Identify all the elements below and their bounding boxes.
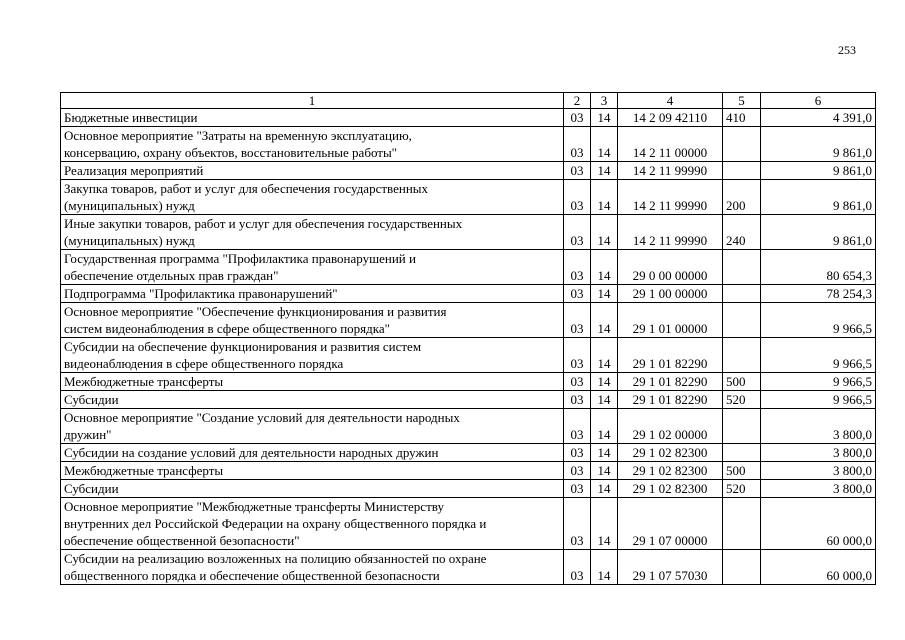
row-name-line: дружин"	[64, 427, 112, 442]
target-article-code-cell: 29 1 01 82290	[618, 338, 723, 373]
target-article-code-cell: 29 1 01 00000	[618, 303, 723, 338]
subsection-code-cell: 14	[591, 480, 618, 498]
table-row	[61, 373, 876, 391]
section-code-cell: 03	[564, 480, 591, 498]
row-name-cell	[61, 391, 564, 409]
row-name-line: Основное мероприятие "Затраты на временную эксплуатацию,	[64, 128, 412, 143]
row-name-line: обеспечение общественной безопасности"	[64, 533, 300, 548]
amount-cell: 3 800,0	[761, 462, 876, 480]
expense-type-code-cell: 520	[723, 480, 761, 498]
amount-cell: 9 861,0	[761, 180, 876, 215]
target-article-code-cell: 29 1 07 00000	[618, 498, 723, 550]
header-col-4: 4	[618, 93, 723, 109]
row-name-cell	[61, 550, 564, 585]
budget-table	[60, 92, 876, 585]
expense-type-code-cell: 200	[723, 180, 761, 215]
section-code-cell: 03	[564, 444, 591, 462]
row-name-cell	[61, 215, 564, 250]
section-code-cell: 03	[564, 180, 591, 215]
amount-cell: 9 861,0	[761, 127, 876, 162]
table-row	[61, 109, 876, 127]
row-name-line: консервацию, охрану объектов, восстановительные работы"	[64, 145, 397, 160]
subsection-code-cell: 14	[591, 409, 618, 444]
expense-type-code-cell	[723, 409, 761, 444]
row-name-line: Субсидии на реализацию возложенных на полицию обязанностей по охране	[64, 551, 487, 566]
page-number: 253	[838, 43, 856, 57]
section-code-cell: 03	[564, 550, 591, 585]
header-col-2: 2	[564, 93, 591, 109]
amount-cell: 80 654,3	[761, 250, 876, 285]
subsection-code-cell: 14	[591, 550, 618, 585]
table-row	[61, 338, 876, 373]
amount-cell: 9 966,5	[761, 303, 876, 338]
target-article-code-cell: 29 1 02 82300	[618, 480, 723, 498]
row-name-line: (муниципальных) нужд	[64, 233, 195, 248]
amount-cell: 78 254,3	[761, 285, 876, 303]
table-row	[61, 285, 876, 303]
amount-cell: 60 000,0	[761, 498, 876, 550]
row-name-cell	[61, 462, 564, 480]
section-code-cell: 03	[564, 338, 591, 373]
subsection-code-cell: 14	[591, 444, 618, 462]
row-name-line: Иные закупки товаров, работ и услуг для обеспечения государственных	[64, 216, 463, 231]
target-article-code-cell: 29 1 07 57030	[618, 550, 723, 585]
row-name-line: общественного порядка и обеспечение общественной безопасности	[64, 568, 440, 583]
header-row	[61, 93, 876, 109]
table-row	[61, 180, 876, 215]
subsection-code-cell: 14	[591, 285, 618, 303]
target-article-code-cell: 29 1 00 00000	[618, 285, 723, 303]
amount-cell: 3 800,0	[761, 444, 876, 462]
table-body	[61, 109, 876, 585]
row-name-line: внутренних дел Российской Федерации на охрану общественного порядка и	[64, 516, 487, 531]
row-name-cell	[61, 162, 564, 180]
expense-type-code-cell	[723, 338, 761, 373]
row-name-line: Реализация мероприятий	[64, 163, 204, 178]
table-row	[61, 480, 876, 498]
expense-type-code-cell: 410	[723, 109, 761, 127]
row-name-line: Бюджетные инвестиции	[64, 110, 198, 125]
expense-type-code-cell: 520	[723, 391, 761, 409]
subsection-code-cell: 14	[591, 303, 618, 338]
table-row	[61, 162, 876, 180]
table-row	[61, 550, 876, 585]
target-article-code-cell: 29 0 00 00000	[618, 250, 723, 285]
header-col-1: 1	[61, 93, 564, 109]
row-name-line: Основное мероприятие "Обеспечение функционирования и развития	[64, 304, 447, 319]
table-row	[61, 250, 876, 285]
row-name-line: Государственная программа "Профилактика правонарушений и	[64, 251, 416, 266]
table-row	[61, 127, 876, 162]
section-code-cell: 03	[564, 285, 591, 303]
header-col-5: 5	[723, 93, 761, 109]
header-col-6: 6	[761, 93, 876, 109]
target-article-code-cell: 29 1 02 82300	[618, 444, 723, 462]
row-name-line: Субсидии	[64, 392, 119, 407]
row-name-line: Основное мероприятие "Межбюджетные трансферты Министерству	[64, 499, 444, 514]
subsection-code-cell: 14	[591, 180, 618, 215]
row-name-line: обеспечение отдельных прав граждан"	[64, 268, 279, 283]
section-code-cell: 03	[564, 162, 591, 180]
target-article-code-cell: 14 2 11 00000	[618, 127, 723, 162]
amount-cell: 9 861,0	[761, 162, 876, 180]
subsection-code-cell: 14	[591, 250, 618, 285]
table-header	[61, 93, 876, 109]
row-name-cell	[61, 285, 564, 303]
amount-cell: 3 800,0	[761, 409, 876, 444]
row-name-line: Субсидии	[64, 481, 119, 496]
amount-cell: 9 966,5	[761, 373, 876, 391]
row-name-line: систем видеонаблюдения в сфере общественного порядка"	[64, 321, 390, 336]
row-name-line: Основное мероприятие "Создание условий для деятельности народных	[64, 410, 460, 425]
table-row	[61, 303, 876, 338]
target-article-code-cell: 14 2 11 99990	[618, 215, 723, 250]
subsection-code-cell: 14	[591, 162, 618, 180]
section-code-cell: 03	[564, 462, 591, 480]
row-name-cell	[61, 303, 564, 338]
row-name-cell	[61, 127, 564, 162]
expense-type-code-cell	[723, 444, 761, 462]
row-name-line: видеонаблюдения в сфере общественного порядка	[64, 356, 344, 371]
expense-type-code-cell	[723, 162, 761, 180]
expense-type-code-cell	[723, 250, 761, 285]
row-name-line: (муниципальных) нужд	[64, 198, 195, 213]
table-row	[61, 215, 876, 250]
row-name-line: Закупка товаров, работ и услуг для обеспечения государственных	[64, 181, 429, 196]
row-name-cell	[61, 250, 564, 285]
expense-type-code-cell	[723, 303, 761, 338]
target-article-code-cell: 14 2 09 42110	[618, 109, 723, 127]
subsection-code-cell: 14	[591, 215, 618, 250]
subsection-code-cell: 14	[591, 127, 618, 162]
expense-type-code-cell: 240	[723, 215, 761, 250]
row-name-cell	[61, 180, 564, 215]
section-code-cell: 03	[564, 498, 591, 550]
expense-type-code-cell: 500	[723, 373, 761, 391]
row-name-cell	[61, 409, 564, 444]
target-article-code-cell: 14 2 11 99990	[618, 162, 723, 180]
row-name-cell	[61, 109, 564, 127]
target-article-code-cell: 29 1 01 82290	[618, 373, 723, 391]
table-row	[61, 444, 876, 462]
amount-cell: 4 391,0	[761, 109, 876, 127]
row-name-line: Подпрограмма "Профилактика правонарушений"	[64, 286, 338, 301]
amount-cell: 9 966,5	[761, 338, 876, 373]
subsection-code-cell: 14	[591, 391, 618, 409]
subsection-code-cell: 14	[591, 338, 618, 373]
amount-cell: 9 966,5	[761, 391, 876, 409]
target-article-code-cell: 29 1 02 00000	[618, 409, 723, 444]
subsection-code-cell: 14	[591, 498, 618, 550]
section-code-cell: 03	[564, 409, 591, 444]
header-col-3: 3	[591, 93, 618, 109]
section-code-cell: 03	[564, 303, 591, 338]
section-code-cell: 03	[564, 250, 591, 285]
section-code-cell: 03	[564, 391, 591, 409]
row-name-cell	[61, 338, 564, 373]
row-name-line: Межбюджетные трансферты	[64, 463, 224, 478]
row-name-cell	[61, 498, 564, 550]
target-article-code-cell: 14 2 11 99990	[618, 180, 723, 215]
table-row	[61, 391, 876, 409]
section-code-cell: 03	[564, 127, 591, 162]
amount-cell: 3 800,0	[761, 480, 876, 498]
target-article-code-cell: 29 1 01 82290	[618, 391, 723, 409]
section-code-cell: 03	[564, 373, 591, 391]
table-row	[61, 409, 876, 444]
row-name-cell	[61, 480, 564, 498]
expense-type-code-cell: 500	[723, 462, 761, 480]
row-name-cell	[61, 444, 564, 462]
row-name-line: Межбюджетные трансферты	[64, 374, 224, 389]
expense-type-code-cell	[723, 498, 761, 550]
expense-type-code-cell	[723, 550, 761, 585]
table-row	[61, 498, 876, 550]
section-code-cell: 03	[564, 215, 591, 250]
section-code-cell: 03	[564, 109, 591, 127]
amount-cell: 9 861,0	[761, 215, 876, 250]
row-name-cell	[61, 373, 564, 391]
subsection-code-cell: 14	[591, 462, 618, 480]
subsection-code-cell: 14	[591, 109, 618, 127]
row-name-line: Субсидии на создание условий для деятельности народных дружин	[64, 445, 439, 460]
expense-type-code-cell	[723, 127, 761, 162]
expense-type-code-cell	[723, 285, 761, 303]
table-row	[61, 462, 876, 480]
target-article-code-cell: 29 1 02 82300	[618, 462, 723, 480]
amount-cell: 60 000,0	[761, 550, 876, 585]
subsection-code-cell: 14	[591, 373, 618, 391]
row-name-line: Субсидии на обеспечение функционирования и развития систем	[64, 339, 422, 354]
